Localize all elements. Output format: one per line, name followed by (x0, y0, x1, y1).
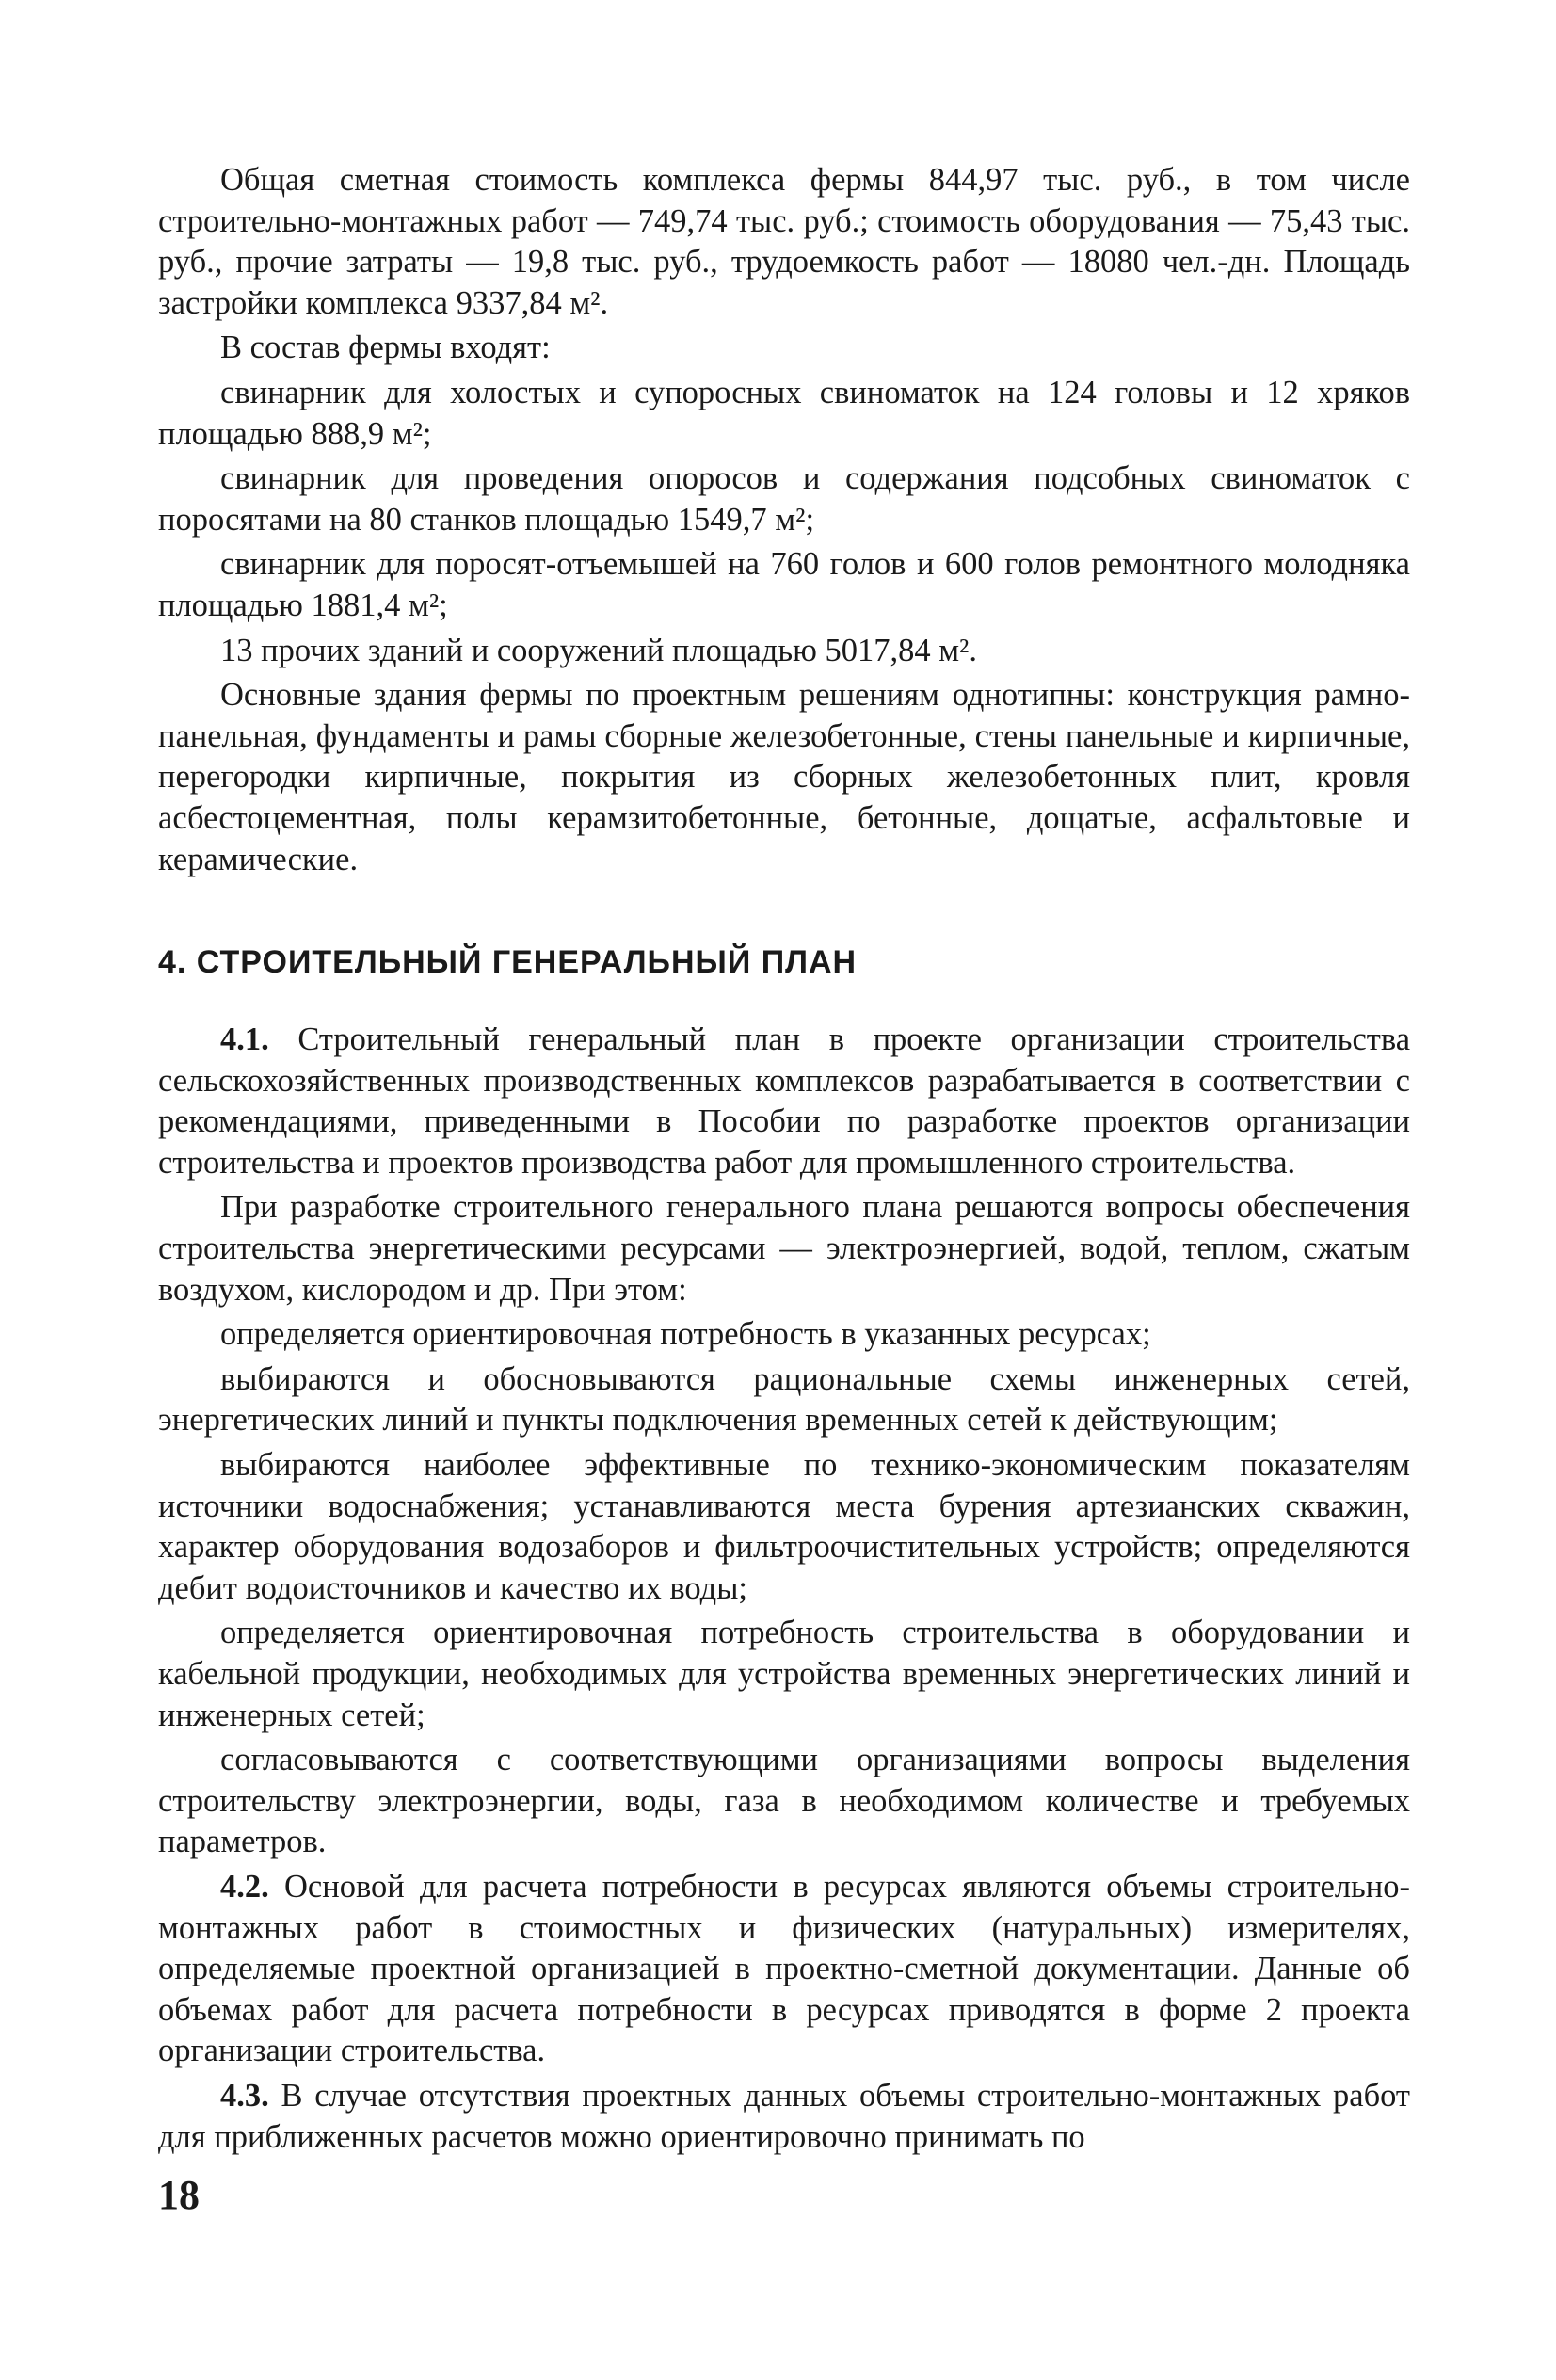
clause-text: Основой для расчета потребности в ресурсах являются объемы строительно-монтажных работ в стоимостных и физических (натуральных) измерителях, определяемые проектной организацией в проектно-сметной документации. Данные об объемах работ для расчета потребности в ресурсах приводятся в форме 2 проекта организации строительства. (158, 1868, 1410, 2069)
paragraph: При разработке строительного генерального плана решаются вопросы обеспечения строительства энергетическими ресурсами — электроэнергией, водой, теплом, сжатым воздухом, кислородом и др. При этом: (158, 1189, 1410, 1308)
cost-paragraph: Общая сметная стоимость комплекса фермы 844,97 тыс. руб., в том числе строительно-монтажных работ — 749,74 тыс. руб.; стоимость оборудования — 75,43 тыс. руб., прочие затраты — 19,8 тыс. руб., трудоемкость работ — 18080 чел.-дн. Площадь застройки комплекса 9337,84 м². (158, 162, 1410, 321)
list-item: выбираются наиболее эффективные по технико-экономическим показателям источники водоснабжения; устанавливаются места бурения артезианских скважин, характер оборудования водозаборов и фильтроочистительных устройств; определяются дебит водоисточников и качество их воды; (158, 1447, 1410, 1606)
section-heading: 4. СТРОИТЕЛЬНЫЙ ГЕНЕРАЛЬНЫЙ ПЛАН (158, 944, 858, 981)
list-item: определяется ориентировочная потребность в указанных ресурсах; (220, 1316, 1151, 1353)
clause-4-2 (158, 1867, 1410, 2072)
list-item: свинарник для холостых и супоросных свиноматок на 124 головы и 12 хряков площадью 888,9 м²; (158, 374, 1410, 452)
list-item: согласовываются с соответствующими организациями вопросы выделения строительству электроэнергии, воды, газа в необходимом количестве и требуемых параметров. (158, 1742, 1410, 1860)
list-item: определяется ориентировочная потребность строительства в оборудовании и кабельной продукции, необходимых для устройства временных энергетических линий и инженерных сетей; (158, 1615, 1410, 1733)
clause-text: Строительный генеральный план в проекте организации строительства сельскохозяйственных производственных комплексов разрабатывается в соответствии с рекомендациями, приведенными в Пособии по разработке проектов организации строительства и проектов производства работ для промышленного строительства. (158, 1021, 1411, 1181)
clause-4-3 (158, 2076, 1410, 2158)
composition-intro: В состав фермы входят: (220, 330, 551, 366)
clause-4-1 (158, 1020, 1410, 1183)
clause-number: 4.2. (220, 1868, 269, 1905)
list-item: свинарник для поросят-отъемышей на 760 голов и 600 голов ремонтного молодняка площадью 1881,4 м²; (158, 546, 1410, 623)
clause-text: В случае отсутствия проектных данных объемы строительно-монтажных работ для приближенных расчетов можно ориентировочно принимать по (158, 2077, 1410, 2155)
list-item: свинарник для проведения опоросов и содержания подсобных свиноматок с поросятами на 80 станков площадью 1549,7 м²; (158, 460, 1410, 538)
construction-paragraph: Основные здания фермы по проектным решениям однотипны: конструкция рамно-панельная, фундаменты и рамы сборные железобетонные, стены панельные и кирпичные, перегородки кирпичные, покрытия из сборных железобетонных плит, кровля асбестоцементная, полы керамзитобетонные, бетонные, дощатые, асфальтовые и керамические. (158, 677, 1410, 877)
clause-number: 4.1. (220, 1021, 269, 1058)
page-number: 18 (158, 2172, 200, 2218)
clause-number: 4.3. (220, 2077, 269, 2114)
page-body (158, 160, 1410, 2158)
list-item: 13 прочих зданий и сооружений площадью 5017,84 м². (220, 632, 978, 668)
list-item: выбираются и обосновываются рациональные схемы инженерных сетей, энергетических линий и пункты подключения временных сетей к действующим; (158, 1360, 1410, 1439)
